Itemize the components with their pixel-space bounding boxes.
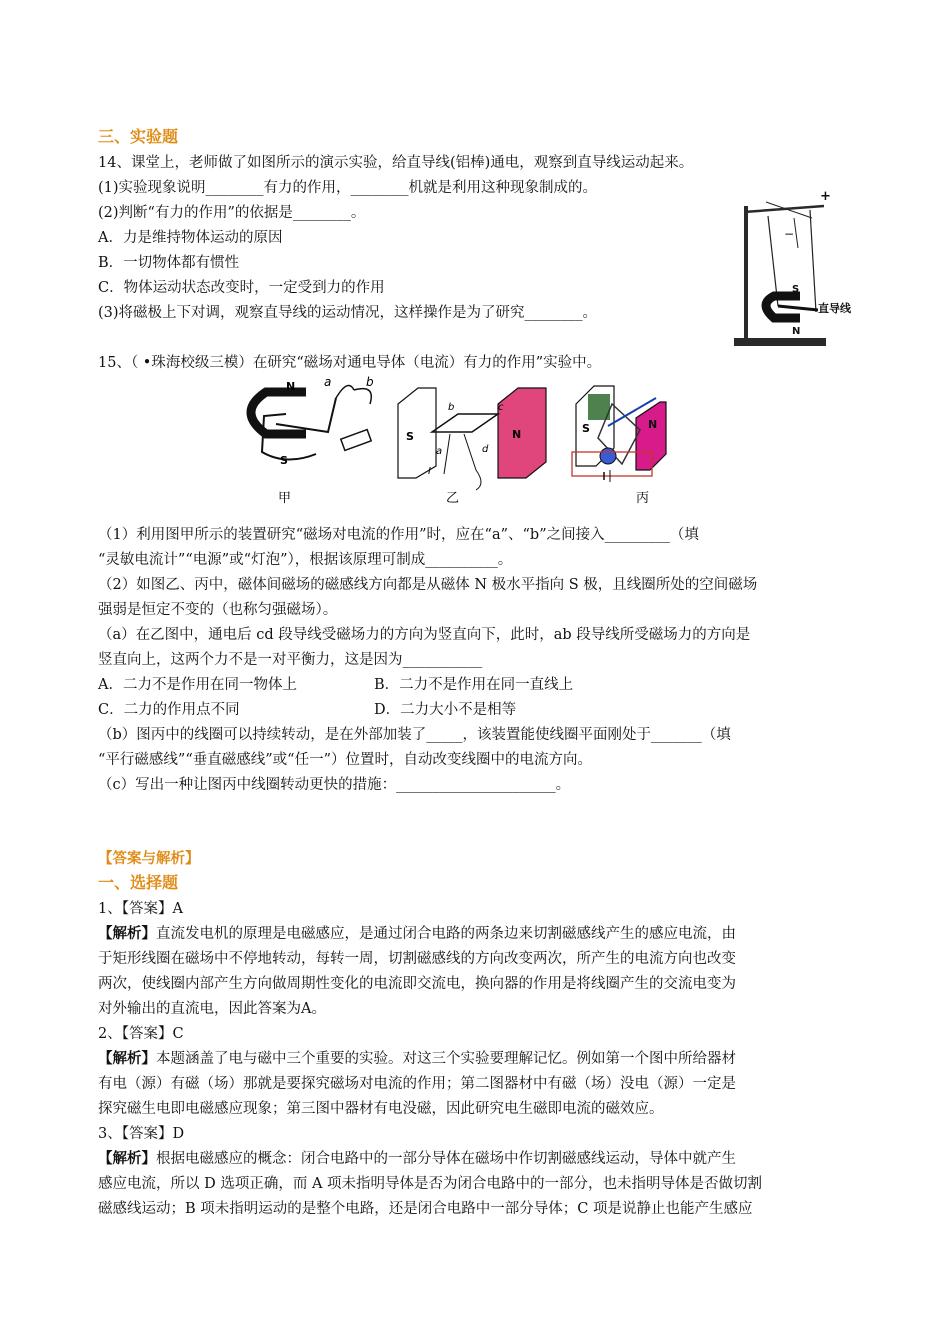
q14-part2: (2)判断“有力的作用”的依据是________。 [98,205,366,221]
bing-n-label: N [648,418,658,431]
bing-caption: 丙 [636,491,650,506]
answers-heading: 【答案与解析】 [98,851,200,867]
yi-n-label: N [512,428,522,441]
q15-figures [236,374,666,506]
q15-option-c: C．二力的作用点不同 [98,702,240,718]
yi-magnet-n [498,388,546,478]
magnet-n-label: N [792,326,801,337]
explanation-3-text1: 根据电磁感应的概念：闭合电路中的一部分导体在磁场中作切割磁感线运动，导体中就产生 [156,1151,736,1167]
explanation-3-line1 [98,1148,736,1170]
answer-3: 3、【答案】D [98,1126,185,1142]
explanation-2-text1: 本题涵盖了电与磁中三个重要的实验。对这三个实验要理解记忆。例如第一个图中所给器材 [156,1051,736,1067]
q15-option-d: D．二力大小不是相等 [374,702,517,718]
explanation-1-line2: 于矩形线圈在磁场中不停地转动，每转一周，切割磁感线的方向改变两次，所产生的电流方向也改变 [98,951,736,967]
explanation-1-line1 [98,923,736,945]
magnet-s-label: S [792,284,800,295]
q15-line1: （1）利用图甲所示的装置研究“磁场对电流的作用”时，应在“a”、“b”之间接入_________（填 [98,527,699,543]
figure-bing [572,386,666,506]
plus-terminal-label: + [820,189,831,204]
figure-yi [398,388,546,506]
explanation-1-line3: 两次，使线圈内部产生方向做周期性变化的电流即交流电，换向器的作用是将线圈产生的交流电变为 [98,976,736,992]
q14-option-c: C．物体运动状态改变时，一定受到力的作用 [98,280,385,296]
explanation-1-text1: 直流发电机的原理是电磁感应，是通过闭合电路的两条边来切割磁感线产生的感应电流，由 [156,926,736,942]
explanation-3-line3: 磁感线运动；B 项未指明运动的是整个电路，还是闭合电路中一部分导体；C 项是说静止也能产生感应 [98,1201,753,1217]
jia-b-label: b [366,375,374,389]
q15-line4: 强弱是恒定不变的（也称匀强磁场）。 [98,602,338,618]
q15-line9: （c）写出一种让图丙中线圈转动更快的措施：______________________。 [98,777,571,793]
bing-magnet-n [636,402,666,470]
q15-stem: 15、（ •珠海校级三模）在研究“磁场对通电导体（电流）有力的作用”实验中。 [98,355,602,371]
q15-line8: “平行磁感线”“垂直磁感线”或“任一”）位置时，自动改变线圈中的电流方向。 [98,752,592,768]
jia-a-label: a [324,375,332,389]
q15-line6: 竖直向上，这两个力不是一对平衡力，这是因为___________ [98,652,483,668]
yi-b-label: b [448,402,455,413]
q15-line5: （a）在乙图中，通电后 cd 段导线受磁场力的方向为竖直向下，此时，ab 段导线所受磁场力的方向是 [98,627,751,643]
figure-jia [251,375,374,506]
q14-part3: (3)将磁极上下对调，观察直导线的运动情况，这样操作是为了研究________。 [98,305,598,321]
q14-stem: 14、课堂上，老师做了如图所示的演示实验，给直导线(铝棒)通电，观察到直导线运动起来。 [98,155,694,171]
q15-line2: “灵敏电流计”“电源”或“灯泡”），根据该原理可制成__________。 [98,552,513,568]
yi-d-label: d [482,444,489,455]
answer-2: 2、【答案】C [98,1026,184,1042]
q14-option-a: A．力是维持物体运动的原因 [98,230,283,246]
explanation-2-line3: 探究磁生电即电磁感应现象；第三图中器材有电没磁，因此研究电生磁即电流的磁效应。 [98,1101,664,1117]
q14-option-b: B．一切物体都有惯性 [98,255,240,271]
q14-part1: (1)实验现象说明________有力的作用，________机就是利用这种现象制成的。 [98,180,598,196]
yi-a-label: a [436,446,443,457]
explanation-3-line2: 感应电流，所以 D 选项正确，而 A 项未指明导体是否为闭合电路中的一部分，也未指明导体是否做切割 [98,1176,763,1192]
jia-s-label: S [280,454,288,467]
explanation-3-tag: 【解析】 [98,1150,156,1167]
yi-current-label: I [428,466,431,477]
suspension-wire-right [810,210,816,312]
q15-line7: （b）图丙中的线圈可以持续转动，是在外部加装了_____，该装置能使线圈平面刚处于_______（填 [98,727,731,743]
explanation-2-line2: 有电（源）有磁（场）那就是要探究磁场对电流的作用；第二图器材中有磁（场）没电（源）一定是 [98,1076,736,1092]
section-heading-experiment: 三、实验题 [98,127,179,146]
explanation-1-tag: 【解析】 [98,925,156,942]
yi-caption: 乙 [446,491,460,506]
wire-label: 直导线 [818,302,851,315]
minus-terminal-label: − [784,227,795,241]
answer-1: 1、【答案】A [98,901,183,917]
explanation-1-line4: 对外输出的直流电，因此答案为A。 [98,1001,326,1017]
explanation-2-line1 [98,1048,736,1070]
jia-n-label: N [286,380,296,393]
yi-magnet-s [398,388,436,478]
answers-section1-heading: 一、选择题 [98,873,179,892]
yi-c-label: c [498,402,504,413]
straight-wire [778,306,818,310]
yi-coil [432,414,498,432]
yi-s-label: S [406,430,414,443]
stand-pole [744,206,748,340]
explanation-2-tag: 【解析】 [98,1050,156,1067]
q15-option-a: A．二力不是作用在同一物体上 [98,677,297,693]
q15-option-b: B．二力不是作用在同一直线上 [374,677,574,693]
bing-s-label: S [582,422,590,435]
q14-apparatus-figure [728,188,851,354]
q15-line3: （2）如图乙、丙中，磁体间磁场的磁感线方向都是从磁体 N 极水平指向 S 极，且线圈所处的空间磁场 [98,577,758,593]
bing-commutator [600,448,616,464]
jia-caption: 甲 [278,491,292,506]
